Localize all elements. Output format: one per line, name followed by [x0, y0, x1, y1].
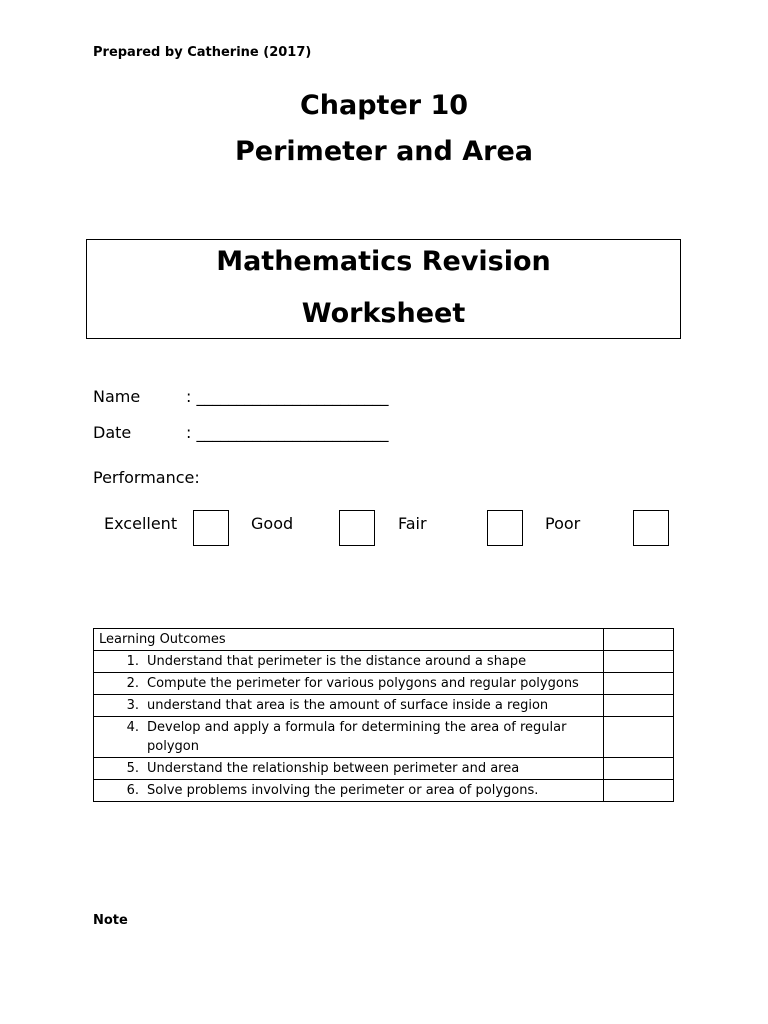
outcome-text: Compute the perimeter for various polygons and regular polygons [147, 676, 579, 691]
learning-outcomes-table [93, 628, 674, 802]
prepared-by: Prepared by Catherine (2017) [93, 45, 312, 60]
outcome-text: Understand that perimeter is the distance around a shape [147, 654, 527, 669]
outcome-check-cell[interactable] [604, 651, 674, 673]
outcome-text: understand that area is the amount of surface inside a region [147, 698, 549, 713]
date-field[interactable]: : ________________________ [186, 423, 389, 442]
date-label: Date [93, 423, 132, 442]
name-field[interactable]: : ________________________ [186, 387, 389, 406]
chapter-title: Perimeter and Area [235, 136, 533, 167]
performance-option-fair: Fair [398, 514, 427, 533]
outcome-number: 4. [126, 720, 139, 735]
chapter-number: Chapter 10 [299, 90, 469, 121]
table-row [94, 651, 674, 673]
excellent-checkbox[interactable] [193, 510, 229, 546]
outcome-text: Develop and apply a formula for determining the area of regular polygon [147, 720, 567, 754]
good-checkbox[interactable] [339, 510, 375, 546]
outcome-text: Understand the relationship between perimeter and area [147, 761, 520, 776]
outcome-check-cell[interactable] [604, 673, 674, 695]
outcome-check-cell[interactable] [604, 780, 674, 802]
worksheet-title-line2: Worksheet [301, 298, 466, 329]
performance-label: Performance: [93, 468, 200, 487]
fair-checkbox[interactable] [487, 510, 523, 546]
note-label: Note [93, 913, 128, 928]
performance-option-poor: Poor [545, 514, 581, 533]
table-row [94, 717, 674, 758]
learning-outcomes-header: Learning Outcomes [94, 629, 604, 651]
outcome-number: 6. [126, 783, 139, 798]
performance-option-excellent: Excellent [104, 514, 178, 533]
poor-checkbox[interactable] [633, 510, 669, 546]
table-row [94, 695, 674, 717]
outcome-number: 5. [126, 761, 139, 776]
outcome-number: 3. [126, 698, 139, 713]
outcome-check-cell[interactable] [604, 695, 674, 717]
name-label: Name [93, 387, 141, 406]
worksheet-title-box [86, 239, 681, 339]
table-row [94, 780, 674, 802]
table-header-row [94, 629, 674, 651]
outcome-check-cell[interactable] [604, 629, 674, 651]
outcome-number: 1. [126, 654, 139, 669]
worksheet-title-line1: Mathematics Revision [216, 246, 551, 277]
table-row [94, 758, 674, 780]
table-row [94, 673, 674, 695]
outcome-check-cell[interactable] [604, 758, 674, 780]
performance-option-good: Good [251, 514, 294, 533]
outcome-number: 2. [126, 676, 139, 691]
outcome-text: Solve problems involving the perimeter or area of polygons. [147, 783, 539, 798]
outcome-check-cell[interactable] [604, 717, 674, 758]
